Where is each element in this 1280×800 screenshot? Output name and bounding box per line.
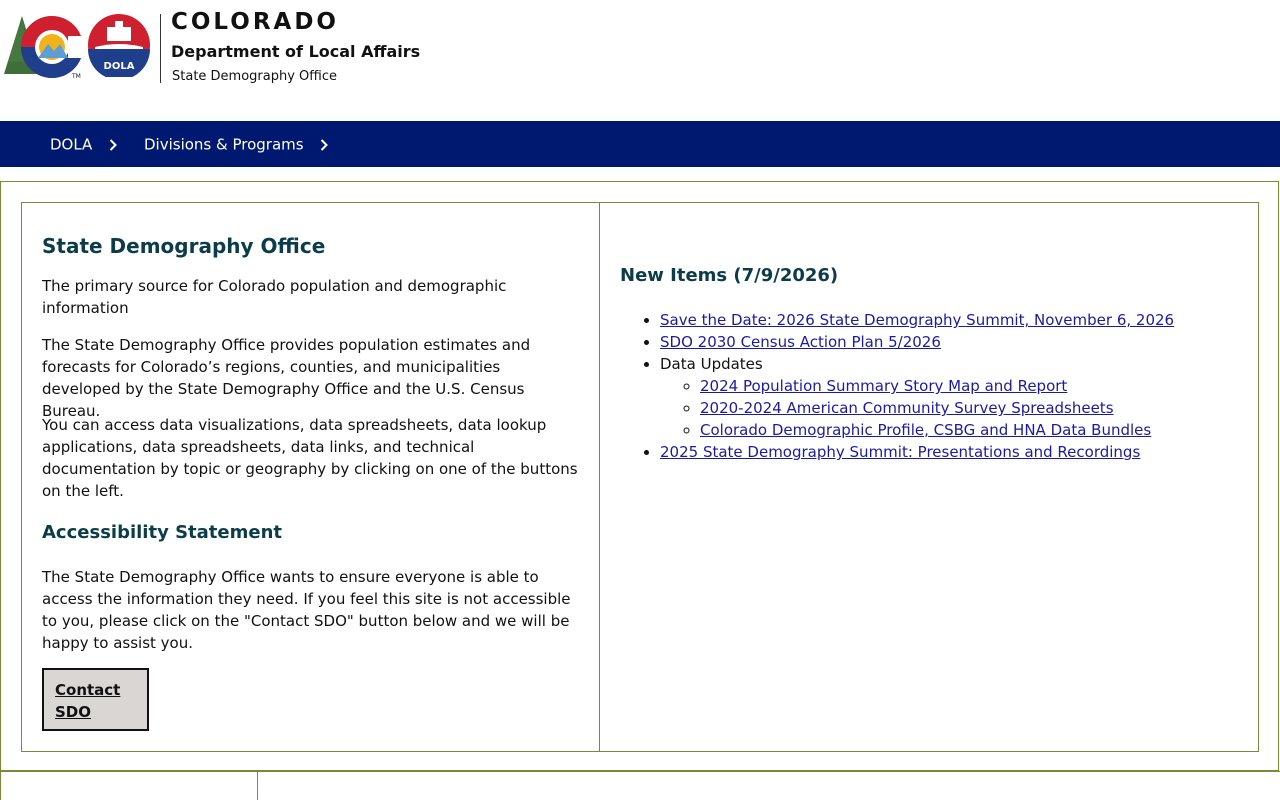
list-item xyxy=(660,331,1280,353)
dola-seal-logo-icon[interactable] xyxy=(87,13,151,77)
chevron-right-icon xyxy=(320,139,328,151)
chevron-right-icon xyxy=(109,139,117,151)
data-updates-sublist xyxy=(660,375,1280,441)
accessibility-text: The State Demography Office wants to ensure everyone is able to access the information they need. If you feel this site is not accessible to you, please click on the "Contact SDO" button below and we will be happy to assist you. xyxy=(42,568,571,652)
intro-text: The primary source for Colorado population and demographic information xyxy=(42,277,507,317)
population-summary-link[interactable]: 2024 Population Summary Story Map and Report xyxy=(700,377,1068,395)
footer-frame-top xyxy=(0,771,1280,772)
office-name: State Demography Office xyxy=(172,69,337,84)
state-name: COLORADO xyxy=(171,9,339,35)
navigation-help-text: You can access data visualizations, data spreadsheets, data lookup applications, data spreadsheets, data links, and technical documentation by topic or geography by clicking on one of the buttons on the left. xyxy=(42,416,578,500)
data-updates-label: Data Updates xyxy=(660,355,763,373)
breadcrumb-nav xyxy=(0,121,1280,167)
census-action-plan-link[interactable]: SDO 2030 Census Action Plan 5/2026 xyxy=(660,333,941,351)
contact-sdo-button[interactable]: Contact SDO xyxy=(42,668,149,731)
nav-item-divisions-programs[interactable] xyxy=(144,121,328,167)
new-items-list xyxy=(620,309,1280,463)
site-header xyxy=(0,0,1280,121)
accessibility-heading: Accessibility Statement xyxy=(42,522,282,543)
page-title: State Demography Office xyxy=(42,234,326,258)
list-item xyxy=(660,353,1280,441)
footer-frame-left xyxy=(0,771,1,800)
new-items-heading: New Items (7/9/2026) xyxy=(620,265,839,286)
description-text: The State Demography Office provides population estimates and forecasts for Colorado’s regions, counties, and municipalities developed by the State Demography Office and the U.S. Census Bureau. xyxy=(42,336,531,420)
list-item xyxy=(660,441,1280,463)
summit-presentations-link[interactable]: 2025 State Demography Summit: Presentations and Recordings xyxy=(660,443,1141,461)
nav-item-label: DOLA xyxy=(50,135,93,154)
column-divider xyxy=(599,202,600,752)
trademark-text: TM xyxy=(72,73,81,80)
department-name: Department of Local Affairs xyxy=(171,42,421,61)
dola-seal-text: DOLA xyxy=(103,61,135,72)
list-item xyxy=(700,419,1280,441)
summit-save-date-link[interactable]: Save the Date: 2026 State Demography Summit, November 6, 2026 xyxy=(660,311,1175,329)
footer-frame-divider xyxy=(257,771,258,800)
nav-item-label: Divisions & Programs xyxy=(144,135,304,154)
nav-item-dola[interactable] xyxy=(50,121,117,167)
list-item xyxy=(700,375,1280,397)
demographic-profile-link[interactable]: Colorado Demographic Profile, CSBG and HNA Data Bundles xyxy=(700,421,1152,439)
header-divider xyxy=(160,14,161,83)
acs-spreadsheets-link[interactable]: 2020-2024 American Community Survey Spreadsheets xyxy=(700,399,1114,417)
list-item xyxy=(660,309,1280,331)
colorado-c-logo-icon[interactable] xyxy=(8,14,86,80)
list-item xyxy=(700,397,1280,419)
